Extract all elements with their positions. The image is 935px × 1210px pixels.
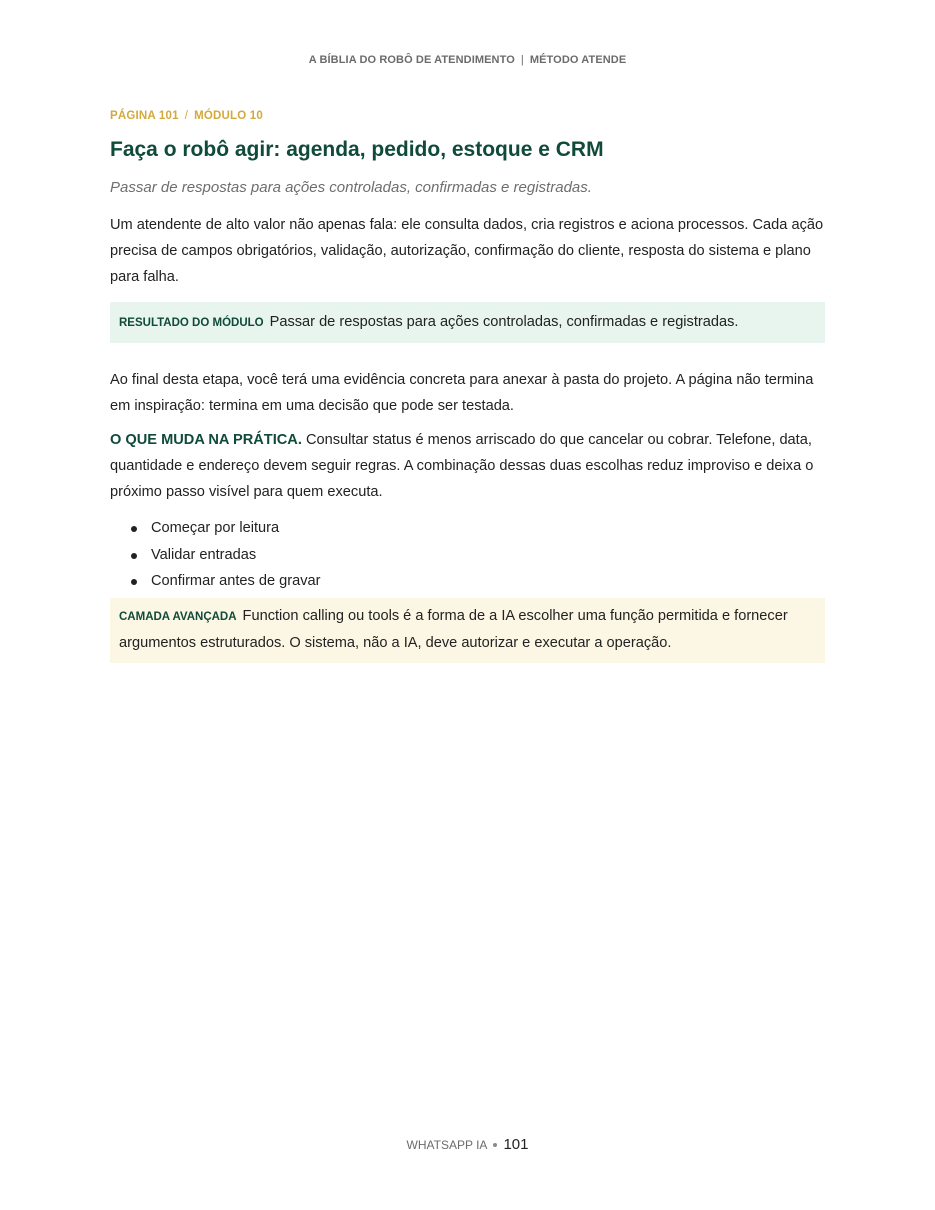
list-item-text: Começar por leitura	[151, 520, 280, 536]
running-header	[0, 54, 935, 66]
list-item	[151, 568, 825, 595]
practice-text: Consultar status é menos arriscado do que cancelar ou cobrar. Telefone, data, quantidade e endereço devem seguir regras. A combinação dessas duas escolhas reduz improviso e deixa o próximo passo visível para quem executa.	[110, 432, 814, 500]
footer-dot-icon	[493, 1143, 497, 1147]
practice-paragraph	[110, 427, 825, 505]
eyebrow-page: PÁGINA 101	[110, 110, 179, 122]
result-box-label: RESULTADO DO MÓDULO	[119, 317, 264, 329]
list-item	[151, 515, 825, 542]
result-box-text: Passar de respostas para ações controladas, confirmadas e registradas.	[269, 314, 739, 330]
list-item	[151, 542, 825, 569]
advanced-box-text: Function calling ou tools é a forma de a IA escolher uma função permitida e fornecer argumentos estruturados. O sistema, não a IA, deve autorizar e executar a operação.	[119, 607, 788, 651]
page-eyebrow	[110, 110, 825, 126]
footer-label: WHATSAPP IA	[406, 1138, 488, 1152]
header-separator: |	[520, 54, 524, 66]
practice-heading: O QUE MUDA NA PRÁTICA.	[110, 432, 302, 448]
page-content	[110, 110, 825, 663]
eyebrow-separator: /	[184, 110, 189, 122]
book-title: A BÍBLIA DO ROBÔ DE ATENDIMENTO	[308, 54, 515, 66]
advanced-box	[110, 598, 825, 663]
page-footer	[0, 1136, 935, 1153]
list-item-text: Validar entradas	[151, 546, 257, 563]
page-title: Faça o robô agir: agenda, pedido, estoque e CRM	[110, 138, 604, 161]
bullet-icon	[131, 579, 137, 585]
method-name: MÉTODO ATENDE	[529, 54, 627, 66]
bullet-icon	[131, 553, 137, 559]
bullet-icon	[131, 526, 137, 532]
intro-paragraph: Um atendente de alto valor não apenas fala: ele consulta dados, cria registros e aciona processos. Cada ação precisa de campos obrigatórios, validação, autorização, confirmação do cliente, resposta do sistema e plano para falha.	[110, 217, 824, 285]
page-subtitle: Passar de respostas para ações controladas, confirmadas e registradas.	[110, 179, 592, 196]
advanced-box-label: CAMADA AVANÇADA	[119, 610, 237, 623]
eyebrow-module: MÓDULO 10	[194, 110, 263, 122]
result-box	[110, 302, 825, 343]
evidence-paragraph: Ao final desta etapa, você terá uma evidência concreta para anexar à pasta do projeto. A página não termina em inspiração: termina em uma decisão que pode ser testada.	[110, 372, 814, 414]
list-item-text: Confirmar antes de gravar	[151, 573, 321, 589]
bullet-list	[110, 515, 825, 595]
page-number: 101	[503, 1136, 529, 1153]
